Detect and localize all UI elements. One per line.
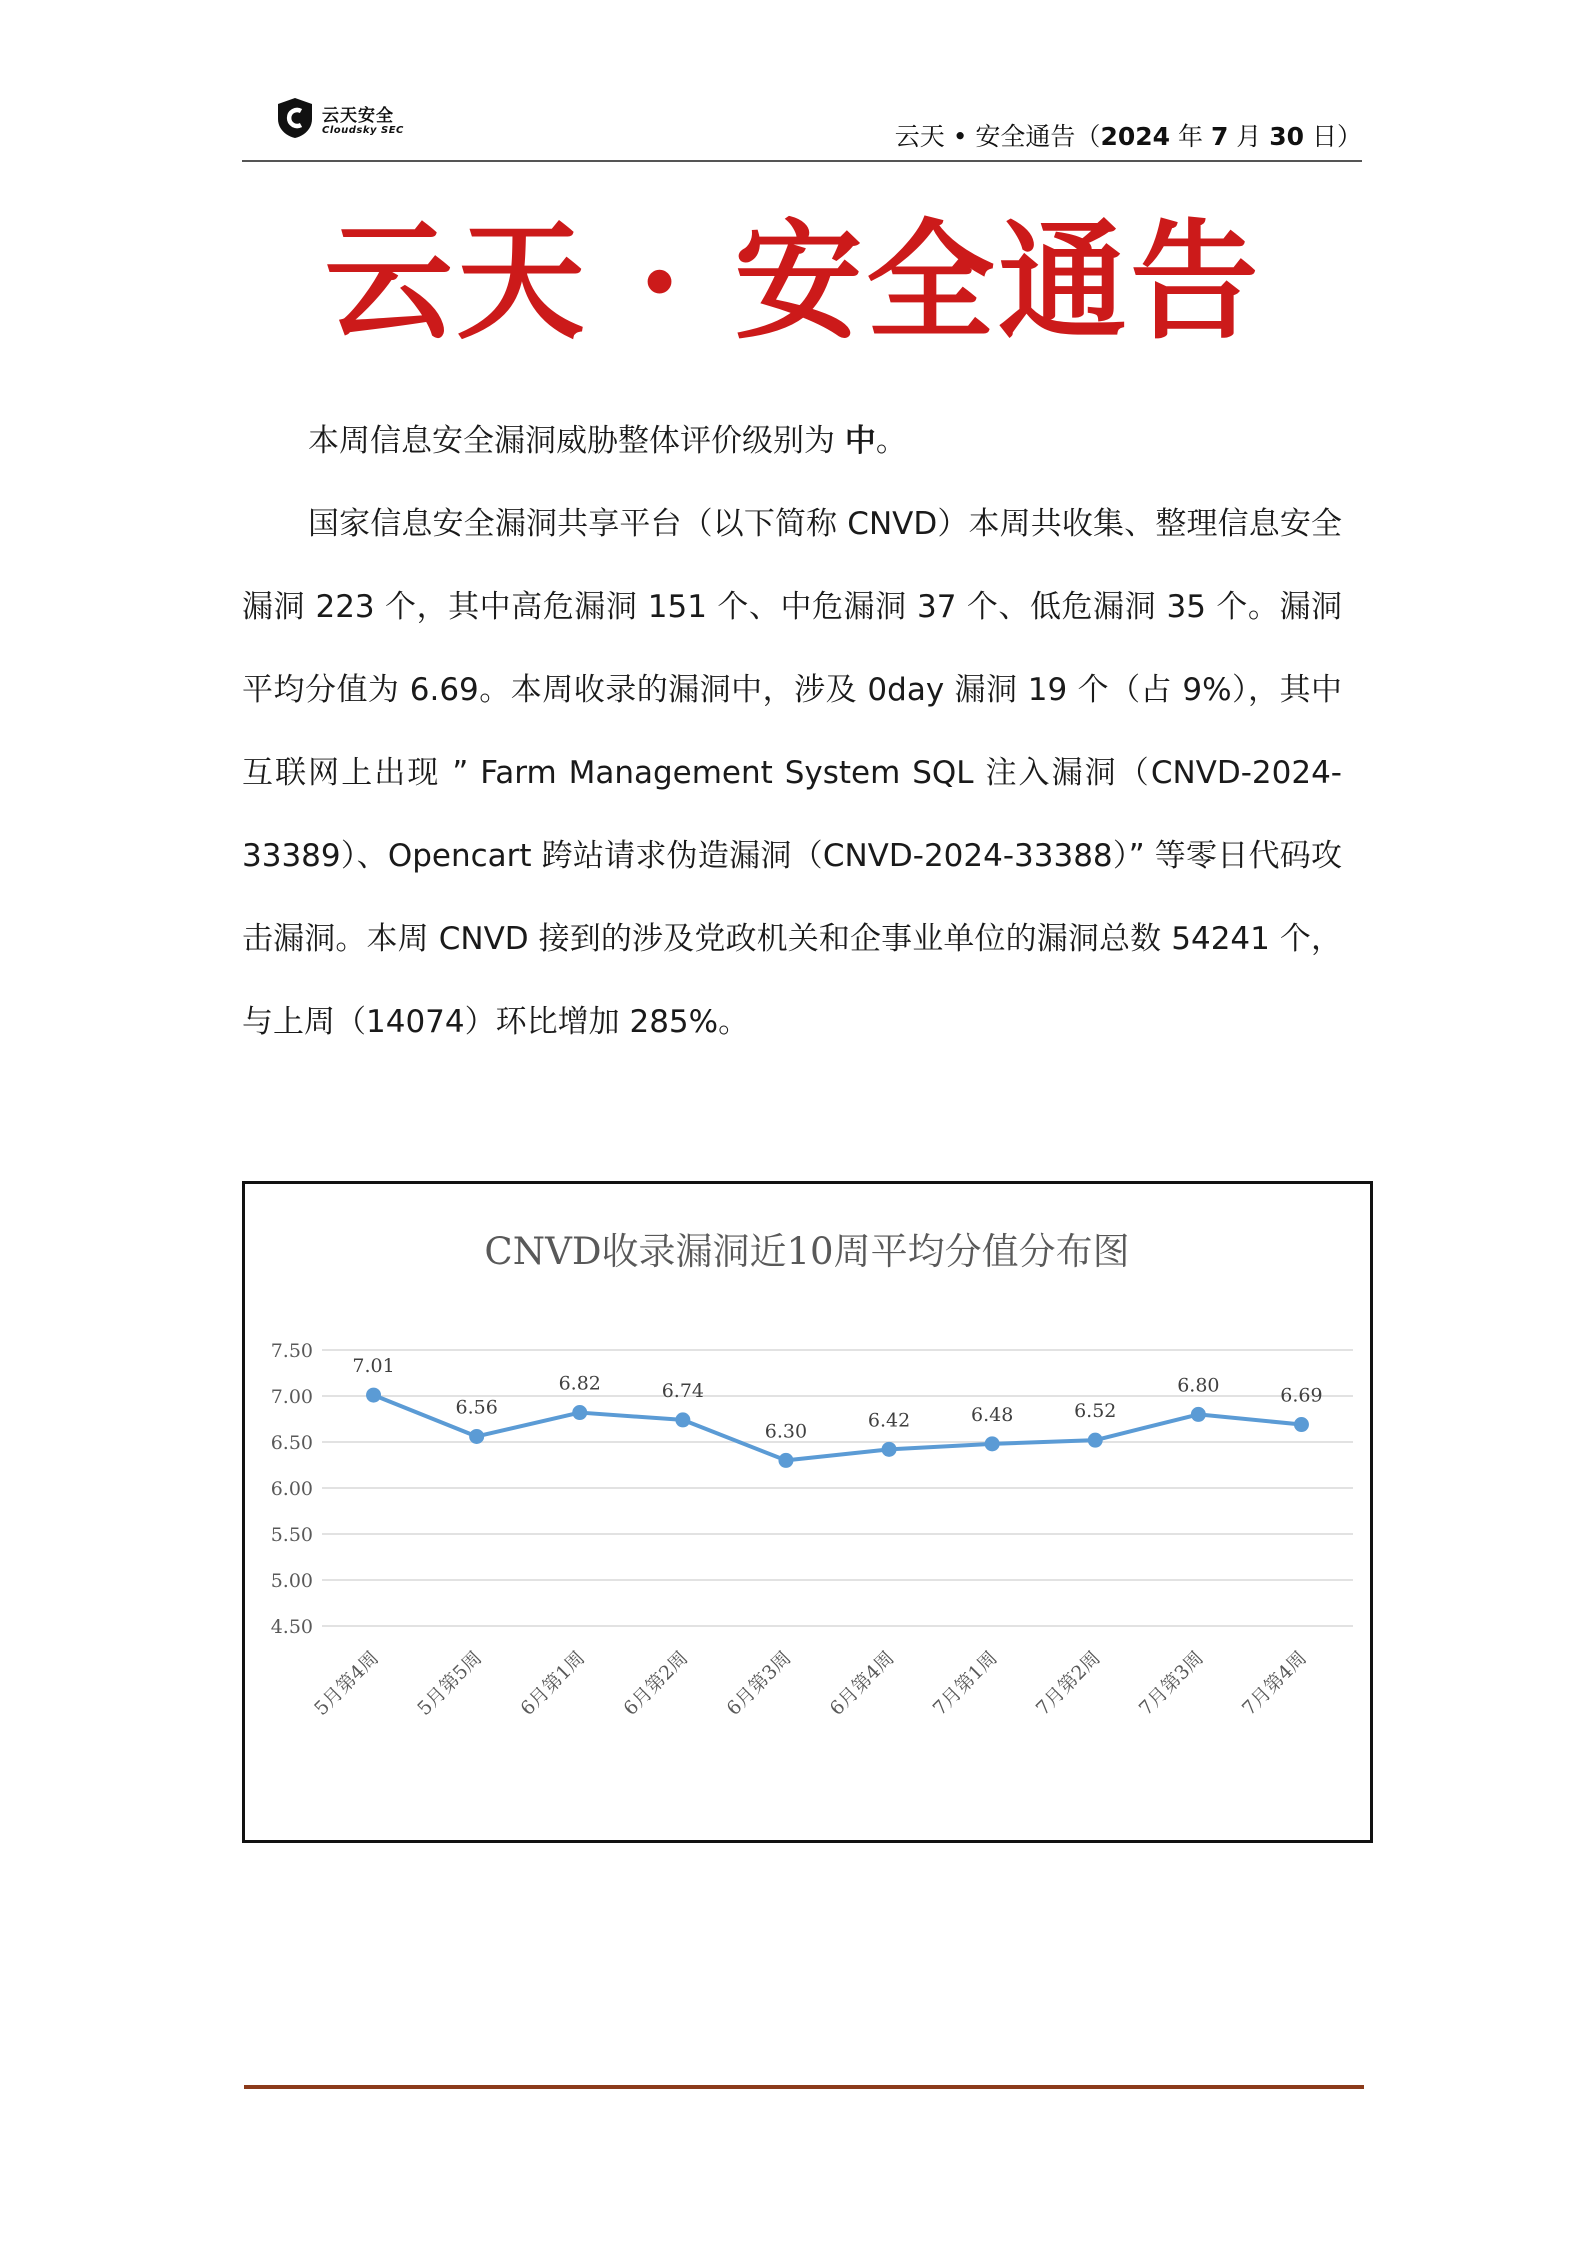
data-point xyxy=(1088,1433,1103,1448)
data-label: 6.74 xyxy=(661,1379,705,1402)
series-line xyxy=(374,1395,1302,1460)
company-logo xyxy=(242,97,412,147)
header-year: 2024 xyxy=(1100,122,1171,151)
y-tick-label: 6.50 xyxy=(270,1432,313,1454)
y-tick-label: 6.00 xyxy=(270,1478,313,1500)
data-label: 6.42 xyxy=(867,1409,911,1432)
x-tick-label: 7月第3周 xyxy=(1134,1646,1208,1720)
logo-english-text: Cloudsky SEC xyxy=(322,125,404,136)
score-chart-frame xyxy=(242,1181,1373,1843)
header-year-suffix: 年 xyxy=(1170,122,1211,151)
data-label: 6.30 xyxy=(764,1420,808,1443)
x-tick-label: 5月第4周 xyxy=(310,1646,384,1720)
x-tick-label: 6月第1周 xyxy=(516,1646,590,1720)
header-day-suffix: 日） xyxy=(1304,122,1362,151)
x-tick-label: 5月第5周 xyxy=(413,1646,487,1720)
data-point xyxy=(1294,1417,1309,1432)
header-day: 30 xyxy=(1269,122,1305,151)
data-point xyxy=(778,1453,793,1468)
footer-divider xyxy=(244,2085,1364,2089)
y-tick-label: 4.50 xyxy=(270,1616,313,1638)
threat-level-text: 本周信息安全漏洞威胁整体评价级别为 xyxy=(308,423,845,459)
header-month: 7 xyxy=(1210,122,1229,151)
threat-level-end: 。 xyxy=(875,423,907,459)
data-label: 6.69 xyxy=(1280,1384,1323,1407)
summary-paragraph: 国家信息安全漏洞共享平台（以下简称 CNVD）本周共收集、整理信息安全漏洞 223 个，其中高危漏洞 151 个、中危漏洞 37 个、低危漏洞 35 个。漏洞平均分值为 6.69。本周收录的漏洞中，涉及 0day 漏洞 19 个（占 9%），其中互联网上出现 ” Farm Management System SQL 注入漏洞（CNVD-2024-33389）、Opencart 跨站请求伪造漏洞（CNVD-2024-33388）” 等零日代码攻击漏洞。本周 CNVD 接到的涉及党政机关和企事业单位的漏洞总数 54241 个，与上周（14074）环比增加 285%。 xyxy=(242,506,1342,1040)
data-label: 7.01 xyxy=(352,1355,395,1378)
data-point xyxy=(469,1429,484,1444)
y-tick-label: 7.00 xyxy=(270,1386,313,1408)
data-label: 6.80 xyxy=(1177,1374,1220,1397)
data-point xyxy=(675,1412,690,1427)
y-tick-label: 7.50 xyxy=(270,1340,313,1362)
chart-title: CNVD收录漏洞近10周平均分值分布图 xyxy=(484,1230,1130,1273)
y-tick-label: 5.00 xyxy=(270,1570,313,1592)
header-month-suffix: 月 xyxy=(1228,122,1270,151)
page-header xyxy=(242,95,1362,161)
data-point xyxy=(882,1442,897,1457)
x-tick-label: 7月第2周 xyxy=(1031,1646,1105,1720)
data-point xyxy=(572,1405,587,1420)
x-tick-label: 6月第2周 xyxy=(619,1646,693,1720)
data-label: 6.52 xyxy=(1074,1400,1117,1423)
threat-level-value: 中 xyxy=(844,423,876,459)
x-tick-label: 6月第4周 xyxy=(825,1646,899,1720)
data-point xyxy=(1191,1407,1206,1422)
data-point xyxy=(366,1388,381,1403)
header-title xyxy=(895,117,1362,153)
shield-logo-icon xyxy=(276,97,314,139)
data-label: 6.56 xyxy=(455,1396,498,1419)
score-line-chart xyxy=(245,1184,1370,1840)
data-point xyxy=(985,1436,1000,1451)
x-tick-label: 6月第3周 xyxy=(722,1646,796,1720)
threat-level-paragraph xyxy=(242,400,1342,483)
logo-chinese-text: 云天安全 xyxy=(322,106,394,126)
header-divider xyxy=(242,160,1362,162)
data-label: 6.48 xyxy=(970,1403,1014,1426)
x-tick-label: 7月第4周 xyxy=(1238,1646,1311,1720)
main-title: 云天 · 安全通告 xyxy=(324,207,1263,357)
data-label: 6.82 xyxy=(558,1372,601,1395)
x-tick-label: 7月第1周 xyxy=(928,1646,1002,1720)
header-title-prefix: 云天 • 安全通告（ xyxy=(894,122,1101,151)
y-tick-label: 5.50 xyxy=(270,1524,313,1546)
